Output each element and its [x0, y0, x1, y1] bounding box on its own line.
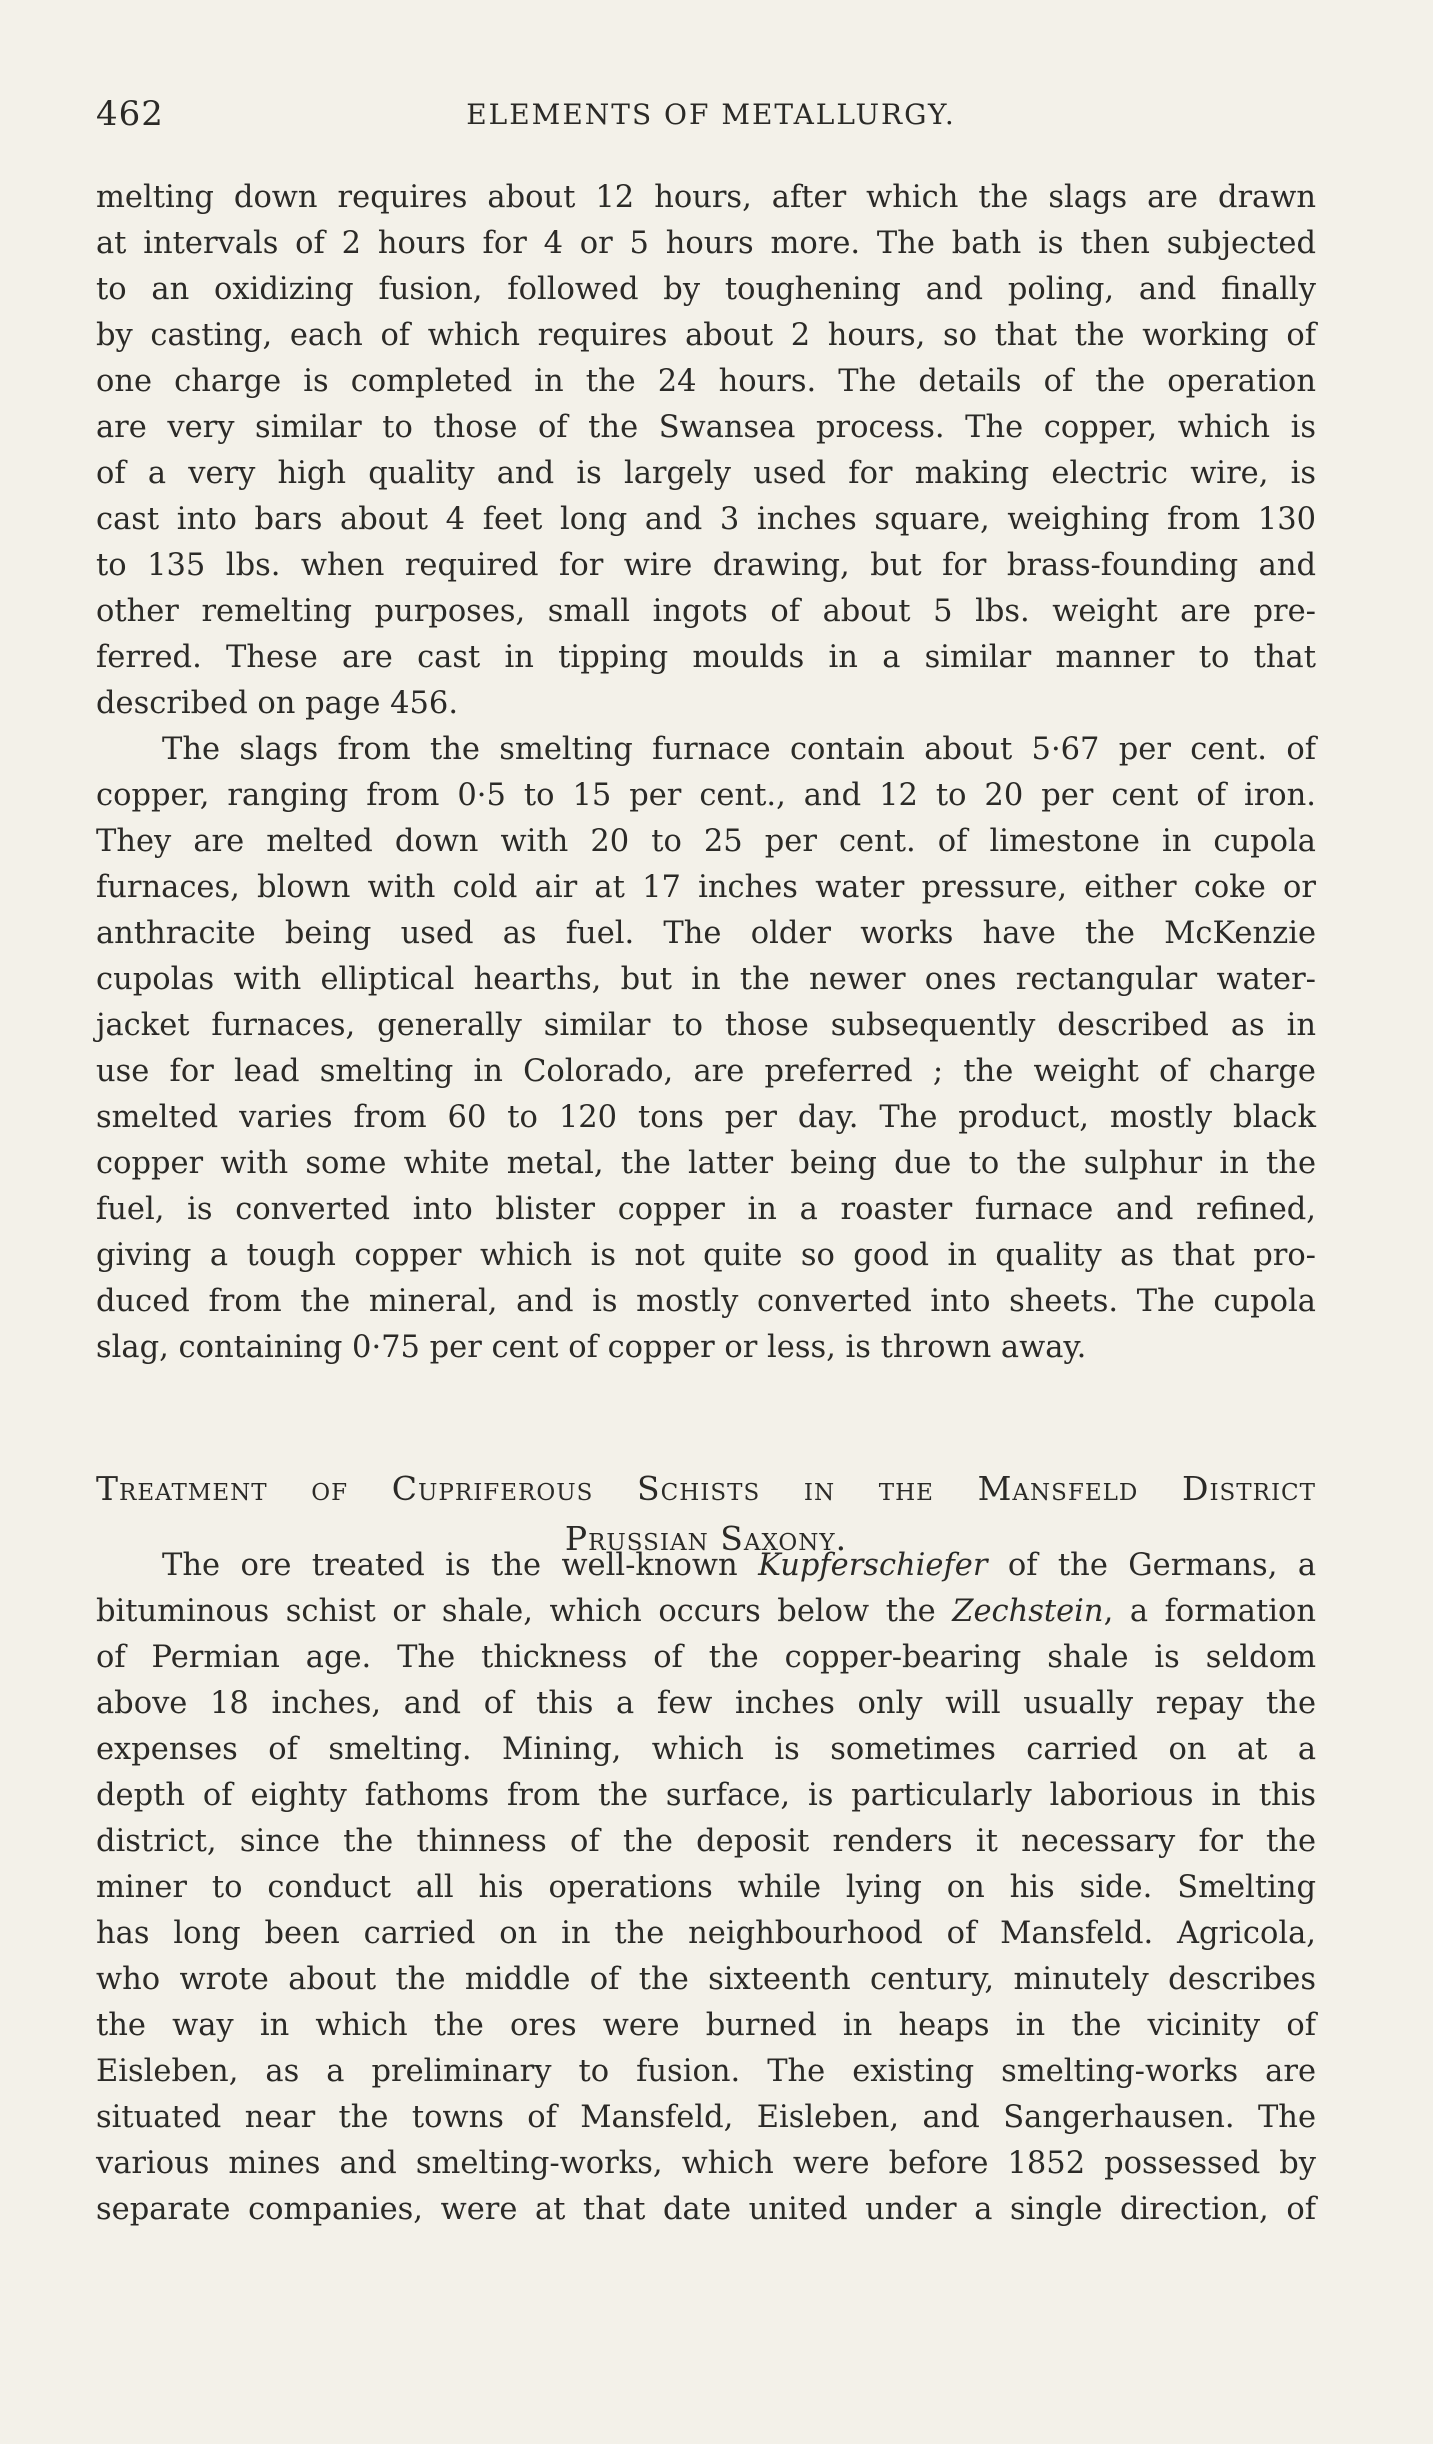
paragraph-3: [96, 1543, 1316, 2233]
text-line: [96, 1589, 1316, 1635]
text-line: duced from the mineral, and is mostly converted into sheets. The cupola: [96, 1284, 1316, 1319]
text-line: copper, ranging from 0·5 to 15 per cent., and 12 to 20 per cent of iron.: [96, 778, 1316, 813]
text-line: described on page 456.: [96, 686, 459, 721]
text-run: The ore treated is the well-known: [162, 1548, 759, 1583]
text-line: use for lead smelting in Colorado, are preferred ; the weight of charge: [96, 1054, 1316, 1089]
text-line: district, since the thinness of the deposit renders it necessary for the: [96, 1824, 1316, 1859]
text-line: to 135 lbs. when required for wire drawing, but for brass-founding and: [96, 548, 1316, 583]
text-line: ferred. These are cast in tipping moulds in a similar manner to that: [96, 640, 1316, 675]
text-line: at intervals of 2 hours for 4 or 5 hours more. The bath is then subjected: [96, 226, 1316, 261]
text-line: are very similar to those of the Swansea process. The copper, which is: [96, 410, 1316, 445]
text-line: other remelting purposes, small ingots of about 5 lbs. weight are pre-: [96, 594, 1316, 629]
text-run: , a formation: [1103, 1594, 1316, 1629]
section-heading-line: Prussian Saxony.: [564, 1519, 848, 1558]
text-line: cast into bars about 4 feet long and 3 inches square, weighing from 130: [96, 502, 1316, 537]
text-line: separate companies, were at that date united under a single direction, of: [96, 2192, 1316, 2227]
text-line: has long been carried on in the neighbourhood of Mansfeld. Agricola,: [96, 1916, 1316, 1951]
text-run: bituminous schist or shale, which occurs below the: [96, 1594, 953, 1629]
text-line: expenses of smelting. Mining, which is sometimes carried on at a: [96, 1732, 1316, 1767]
text-line: above 18 inches, and of this a few inches only will usually repay the: [96, 1686, 1316, 1721]
paragraph-1: [96, 175, 1316, 727]
text-run: of the Germans, a: [987, 1548, 1317, 1583]
text-line: of a very high quality and is largely used for making electric wire, is: [96, 456, 1316, 491]
page-number: 462: [96, 94, 164, 134]
text-line: one charge is completed in the 24 hours. The details of the operation: [96, 364, 1316, 399]
text-line: melting down requires about 12 hours, after which the slags are drawn: [96, 180, 1316, 215]
text-line: situated near the towns of Mansfeld, Eisleben, and Sangerhausen. The: [96, 2100, 1316, 2135]
running-head: ELEMENTS OF METALLURGY.: [466, 98, 956, 131]
text-line: The slags from the smelting furnace contain about 5·67 per cent. of: [162, 732, 1316, 767]
text-line: Eisleben, as a preliminary to fusion. The existing smelting-works are: [96, 2054, 1316, 2089]
text-line: of Permian age. The thickness of the copper-bearing shale is seldom: [96, 1640, 1316, 1675]
text-line: fuel, is converted into blister copper in a roaster furnace and refined,: [96, 1192, 1316, 1227]
text-line: by casting, each of which requires about 2 hours, so that the working of: [96, 318, 1316, 353]
text-line: depth of eighty fathoms from the surface, is particularly laborious in this: [96, 1778, 1316, 1813]
text-line: furnaces, blown with cold air at 17 inches water pressure, either coke or: [96, 870, 1316, 905]
text-line: copper with some white metal, the latter being due to the sulphur in the: [96, 1146, 1316, 1181]
emphasis-term: Zechstein: [952, 1594, 1104, 1629]
emphasis-term: Kupferschiefer: [758, 1548, 988, 1583]
section-heading-line: Treatment of Cupriferous Schists in the Mansfeld District: [96, 1469, 1316, 1508]
text-line: [96, 1543, 1316, 1589]
text-line: cupolas with elliptical hearths, but in the newer ones rectangular water-: [96, 962, 1316, 997]
paragraph-2: [96, 727, 1316, 1371]
text-line: who wrote about the middle of the sixteenth century, minutely describes: [96, 1962, 1316, 1997]
text-line: smelted varies from 60 to 120 tons per day. The product, mostly black: [96, 1100, 1316, 1135]
text-line: jacket furnaces, generally similar to those subsequently described as in: [96, 1008, 1316, 1043]
text-line: to an oxidizing fusion, followed by toughening and poling, and finally: [96, 272, 1316, 307]
text-line: miner to conduct all his operations while lying on his side. Smelting: [96, 1870, 1316, 1905]
text-line: anthracite being used as fuel. The older works have the McKenzie: [96, 916, 1316, 951]
text-line: the way in which the ores were burned in heaps in the vicinity of: [96, 2008, 1316, 2043]
text-line: slag, containing 0·75 per cent of copper or less, is thrown away.: [96, 1330, 1087, 1365]
page-header: [96, 94, 1326, 144]
text-line: giving a tough copper which is not quite so good in quality as that pro-: [96, 1238, 1316, 1273]
text-line: various mines and smelting-works, which were before 1852 possessed by: [96, 2146, 1316, 2181]
text-line: They are melted down with 20 to 25 per cent. of limestone in cupola: [96, 824, 1316, 859]
